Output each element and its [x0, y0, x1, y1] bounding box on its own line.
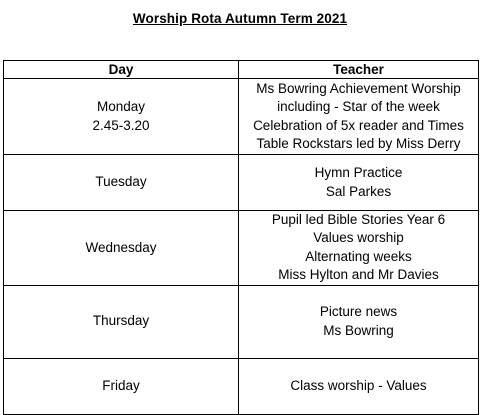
day-name: Wednesday — [85, 239, 157, 255]
table-row-monday — [4, 79, 479, 155]
header-teacher: Teacher — [239, 61, 479, 79]
teacher-line: Values worship — [313, 230, 404, 246]
worship-rota-table — [3, 60, 479, 415]
teacher-line: Class worship - Values — [290, 377, 427, 393]
day-time: 2.45-3.20 — [92, 117, 150, 133]
teacher-line: Hymn Practice — [314, 165, 403, 181]
teacher-line: Celebration of 5x reader and Times — [253, 117, 464, 133]
teacher-line: Pupil led Bible Stories Year 6 — [271, 212, 446, 227]
header-day: Day — [4, 61, 239, 79]
teacher-cell — [239, 79, 479, 155]
teacher-line: Miss Hylton and Mr Davies — [278, 267, 439, 283]
day-cell — [4, 155, 239, 211]
table-row-friday — [4, 358, 479, 414]
day-cell — [4, 79, 239, 155]
day-cell — [4, 358, 239, 414]
teacher-line: Alternating weeks — [305, 248, 412, 264]
teacher-line: Sal Parkes — [325, 183, 392, 199]
teacher-line: Ms Bowring Achievement Worship — [256, 80, 461, 96]
table-row-thursday — [4, 285, 479, 358]
teacher-cell — [239, 211, 479, 286]
teacher-line: Picture news — [319, 304, 398, 320]
teacher-line: including - Star of the week — [277, 99, 440, 115]
teacher-line: Table Rockstars led by Miss Derry — [256, 135, 461, 151]
day-name: Thursday — [92, 313, 150, 329]
day-name: Friday — [102, 377, 140, 393]
day-name: Monday — [96, 99, 146, 115]
teacher-line: Ms Bowring — [323, 322, 394, 338]
day-cell — [4, 285, 239, 358]
day-cell — [4, 211, 239, 286]
document-title: Worship Rota Autumn Term 2021 — [132, 11, 348, 26]
table-row-tuesday — [4, 155, 479, 211]
teacher-cell — [239, 285, 479, 358]
teacher-cell — [239, 358, 479, 414]
day-name: Tuesday — [95, 174, 147, 190]
table-header-row — [4, 61, 479, 79]
teacher-cell — [239, 155, 479, 211]
table-row-wednesday — [4, 211, 479, 286]
